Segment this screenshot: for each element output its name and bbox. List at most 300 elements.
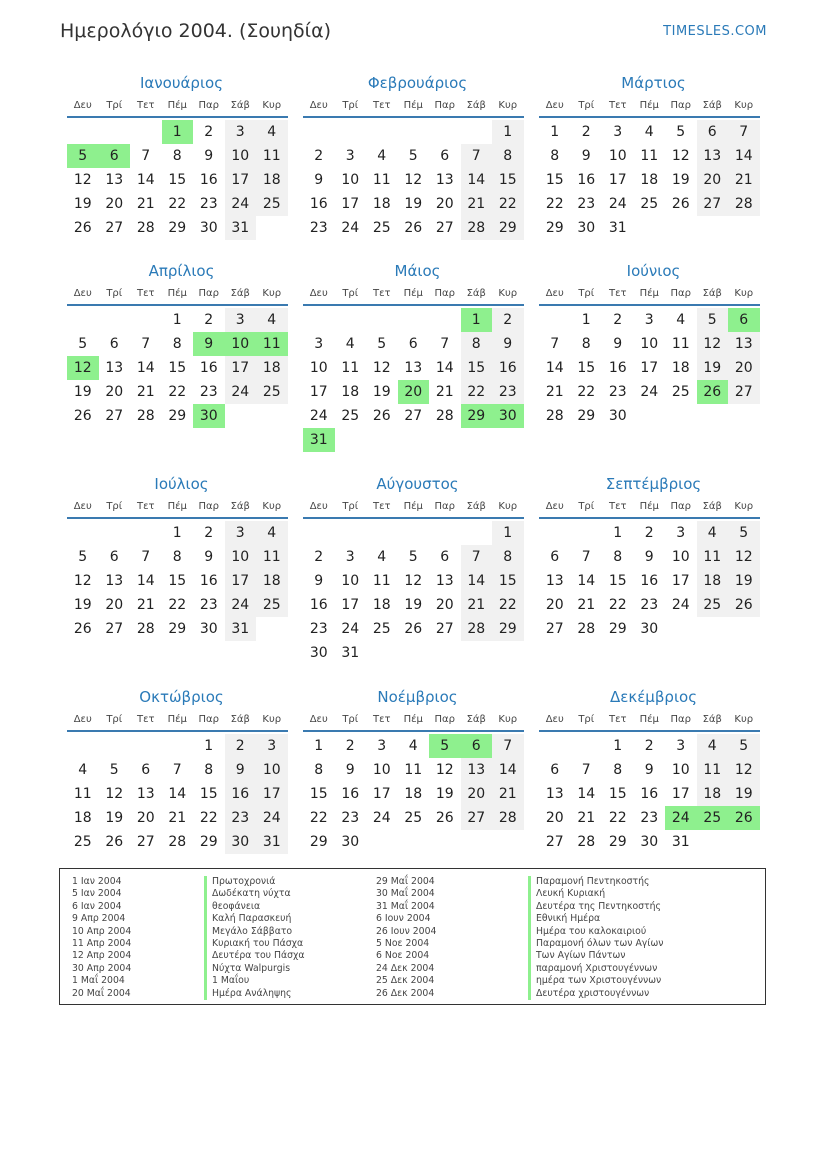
day-cell: 26 [372,408,391,424]
day-cell: 8 [550,148,560,164]
day-cell: 24 [225,593,257,617]
day-cell: 23 [309,220,328,236]
day-empty [398,521,430,545]
weekday-header [303,287,524,306]
day-cell: 15 [608,786,627,802]
day-cell: 30 [199,220,218,236]
month-name: Ιούλιος [154,475,209,493]
page-title: Ημερολόγιο 2004. (Σουηδία) [60,20,332,42]
day-cell: 19 [73,384,92,400]
day-cell: 29 [492,216,524,240]
day-cell: 15 [608,573,627,589]
day-cell: 28 [136,220,155,236]
day-cell: 29 [168,621,187,637]
legend-date: 1 Μαΐ 2004 [72,975,125,987]
day-cell: 2 [581,124,591,140]
holiday-legend [59,868,766,1005]
day-cell: 17 [341,196,360,212]
day-cell: 8 [613,762,623,778]
legend-holiday-name: Δωδέκατη νύχτα [204,888,305,900]
day-cell: 17 [256,782,288,806]
day-cell: 10 [671,549,690,565]
day-cell: 19 [105,810,124,826]
day-cell: 16 [199,172,218,188]
day-cell: 23 [640,597,659,613]
day-cell: 12 [728,545,760,569]
day-cell: 24 [341,220,360,236]
legend-holiday-name: Μεγάλο Σάββατο [204,926,305,938]
day-cell: 5 [697,308,729,332]
weekday-header [67,500,288,519]
day-cell: 27 [461,806,493,830]
day-cell: 14 [461,569,493,593]
month-name: Οκτώβριος [139,688,224,706]
day-cell: 13 [545,786,564,802]
day-cell: 10 [640,336,659,352]
weekday-label: Τρί [342,100,359,111]
weekday-header [67,713,288,732]
weekday-label: Τετ [608,288,627,299]
day-cell: 7 [440,336,450,352]
day-cell: 2 [204,312,214,328]
day-cell: 4 [676,312,686,328]
day-empty [398,120,430,144]
legend-date: 31 Μαΐ 2004 [376,900,435,912]
day-cell: 11 [256,332,288,356]
day-empty [366,308,398,332]
legend-date: 11 Απρ 2004 [72,937,132,949]
day-cell: 15 [545,172,564,188]
day-cell: 20 [435,597,454,613]
day-grid [539,521,760,641]
day-cell: 11 [341,360,360,376]
day-cell: 25 [256,192,288,216]
day-empty [539,521,571,545]
weekday-header [303,500,524,519]
month-calendar [303,261,524,452]
weekday-label: Κυρ [734,714,754,725]
weekday-label: Τετ [608,501,627,512]
day-empty [429,521,461,545]
day-cell: 16 [199,360,218,376]
day-cell: 26 [73,220,92,236]
day-cell: 11 [671,336,690,352]
day-cell: 5 [728,734,760,758]
day-cell: 3 [644,312,654,328]
day-cell: 18 [372,597,391,613]
day-empty [539,734,571,758]
day-cell: 22 [608,597,627,613]
weekday-label: Τρί [106,100,123,111]
day-empty [67,521,99,545]
day-cell: 22 [545,196,564,212]
day-cell: 26 [697,380,729,404]
day-cell: 18 [671,360,690,376]
day-cell: 12 [404,573,423,589]
weekday-label: Κυρ [498,288,518,299]
month-name: Νοέμβριος [377,688,458,706]
day-cell: 21 [728,168,760,192]
day-cell: 27 [435,220,454,236]
day-cell: 31 [671,834,690,850]
day-cell: 15 [168,360,187,376]
day-cell: 3 [676,738,686,754]
weekday-header [539,287,760,306]
day-cell: 22 [492,593,524,617]
weekday-label: Δευ [309,288,328,299]
day-cell: 9 [613,336,623,352]
day-cell: 7 [141,549,151,565]
day-cell: 24 [225,380,257,404]
day-cell: 2 [225,734,257,758]
month-calendar [303,474,524,665]
site-link[interactable]: TIMESLES.COM [663,24,767,39]
day-cell: 9 [204,148,214,164]
day-cell: 14 [136,360,155,376]
day-cell: 5 [109,762,119,778]
day-cell: 25 [341,408,360,424]
weekday-label: Τετ [136,501,155,512]
weekday-header [67,99,288,118]
day-cell: 5 [429,734,461,758]
weekday-label: Τετ [372,288,391,299]
weekday-label: Τετ [372,100,391,111]
legend-dates [72,876,131,1000]
day-cell: 6 [408,336,418,352]
day-cell: 27 [545,621,564,637]
day-cell: 28 [728,192,760,216]
day-cell: 29 [545,220,564,236]
day-cell: 29 [168,220,187,236]
day-cell: 21 [545,384,564,400]
month-name: Φεβρουάριος [367,74,468,92]
day-cell: 5 [78,549,88,565]
legend-holiday-name: Ημέρα του καλοκαιριού [528,926,663,938]
day-cell: 26 [105,834,124,850]
day-cell: 25 [640,196,659,212]
day-grid [67,734,288,854]
day-cell: 21 [492,782,524,806]
day-cell: 9 [314,172,324,188]
day-cell: 24 [309,408,328,424]
month-calendar [67,474,288,641]
day-grid [539,308,760,428]
weekday-label: Κυρ [734,288,754,299]
day-empty [130,521,162,545]
day-cell: 10 [341,573,360,589]
day-empty [303,120,335,144]
day-cell: 8 [461,332,493,356]
weekday-header [539,500,760,519]
day-cell: 15 [577,360,596,376]
weekday-label: Πέμ [639,100,659,111]
day-cell: 31 [608,220,627,236]
day-cell: 24 [372,810,391,826]
day-cell: 24 [256,806,288,830]
weekday-label: Πέμ [639,501,659,512]
legend-date: 30 Μαΐ 2004 [376,888,435,900]
day-cell: 11 [73,786,92,802]
day-cell: 23 [577,196,596,212]
day-grid [303,308,524,452]
month-name: Μάρτιος [621,74,686,92]
month-name: Δεκέμβριος [609,688,697,706]
day-cell: 17 [225,356,257,380]
day-cell: 11 [256,144,288,168]
weekday-label: Κυρ [262,100,282,111]
day-cell: 21 [136,196,155,212]
day-cell: 20 [461,782,493,806]
weekday-label: Κυρ [498,501,518,512]
legend-date: 1 Ιαν 2004 [72,876,122,887]
day-cell: 31 [225,617,257,641]
legend-holiday-name: Παραμονή όλων των Αγίων [528,938,663,950]
day-cell: 12 [73,172,92,188]
day-cell: 18 [640,172,659,188]
day-cell: 30 [608,408,627,424]
day-cell: 19 [697,356,729,380]
weekday-label: Παρ [670,100,691,111]
day-cell: 27 [697,192,729,216]
legend-holiday-name: Εθνική Ημέρα [528,913,663,925]
weekday-label: Κυρ [262,714,282,725]
legend-date: 6 Νοε 2004 [376,950,430,962]
day-cell: 3 [314,336,324,352]
weekday-label: Σάβ [466,100,486,111]
legend-holiday-name: παραμονή Χριστουγέννων [528,963,663,975]
day-cell: 25 [372,621,391,637]
day-cell: 26 [671,196,690,212]
day-cell: 21 [461,192,493,216]
day-cell: 25 [73,834,92,850]
day-cell: 1 [492,521,524,545]
day-cell: 15 [492,168,524,192]
day-cell: 10 [671,762,690,778]
weekday-label: Δευ [309,714,328,725]
day-cell: 22 [168,384,187,400]
day-cell: 30 [341,834,360,850]
day-cell: 1 [581,312,591,328]
legend-date: 26 Δεκ 2004 [376,987,435,999]
weekday-label: Πέμ [403,100,423,111]
day-cell: 28 [136,621,155,637]
day-cell: 6 [99,144,131,168]
day-grid [303,120,524,240]
month-name: Απρίλιος [148,262,215,280]
weekday-header [303,99,524,118]
day-cell: 28 [577,834,596,850]
day-cell: 26 [73,408,92,424]
weekday-label: Παρ [198,288,219,299]
weekday-label: Πέμ [639,288,659,299]
day-cell: 25 [697,806,729,830]
day-cell: 26 [404,220,423,236]
day-cell: 21 [435,384,454,400]
weekday-label: Σάβ [466,714,486,725]
day-cell: 22 [577,384,596,400]
day-cell: 16 [577,172,596,188]
day-cell: 13 [435,172,454,188]
day-grid [67,308,288,428]
weekday-label: Πέμ [403,714,423,725]
day-cell: 18 [73,810,92,826]
day-empty [366,521,398,545]
day-cell: 2 [492,308,524,332]
day-cell: 9 [314,573,324,589]
weekday-label: Κυρ [734,501,754,512]
weekday-label: Πέμ [167,714,187,725]
weekday-label: Κυρ [262,501,282,512]
day-cell: 23 [341,810,360,826]
day-cell: 23 [199,384,218,400]
day-cell: 4 [256,308,288,332]
weekday-label: Τετ [608,714,627,725]
legend-holiday-name: Καλή Παρασκευή [204,913,305,925]
day-cell: 30 [193,404,225,428]
weekday-label: Παρ [434,501,455,512]
weekday-label: Σάβ [466,288,486,299]
day-cell: 8 [172,549,182,565]
day-cell: 5 [728,521,760,545]
day-cell: 16 [199,573,218,589]
weekday-label: Τετ [136,714,155,725]
day-cell: 3 [345,148,355,164]
month-calendar [539,687,760,854]
legend-date: 5 Νοε 2004 [376,937,430,949]
day-cell: 19 [404,597,423,613]
day-cell: 31 [303,428,335,452]
day-cell: 18 [697,569,729,593]
day-cell: 15 [168,573,187,589]
day-cell: 27 [105,621,124,637]
day-empty [335,308,367,332]
day-cell: 24 [665,806,697,830]
weekday-label: Τετ [136,100,155,111]
weekday-label: Σάβ [230,501,250,512]
day-empty [366,120,398,144]
day-cell: 27 [545,834,564,850]
day-cell: 15 [168,172,187,188]
day-cell: 20 [697,168,729,192]
day-cell: 9 [644,549,654,565]
day-cell: 11 [697,545,729,569]
weekday-label: Δευ [73,100,92,111]
day-cell: 23 [225,806,257,830]
day-empty [539,308,571,332]
weekday-label: Τρί [106,501,123,512]
day-cell: 7 [492,734,524,758]
weekday-label: Τρί [578,501,595,512]
day-empty [67,120,99,144]
day-cell: 20 [136,810,155,826]
legend-holiday-name: Ημέρα Ανάληψης [204,988,305,1000]
day-cell: 10 [225,144,257,168]
legend-holiday-name: Πρωτοχρονιά [204,876,305,888]
day-cell: 1 [172,312,182,328]
day-cell: 20 [435,196,454,212]
day-cell: 11 [640,148,659,164]
legend-dates [376,876,436,1000]
day-cell: 21 [461,593,493,617]
day-cell: 3 [377,738,387,754]
day-cell: 22 [461,380,493,404]
weekday-label: Δευ [545,501,564,512]
day-empty [130,734,162,758]
weekday-label: Πέμ [639,714,659,725]
day-cell: 4 [345,336,355,352]
day-cell: 8 [492,144,524,168]
day-cell: 28 [545,408,564,424]
day-empty [571,734,603,758]
day-cell: 7 [581,549,591,565]
day-cell: 20 [545,810,564,826]
day-empty [162,734,194,758]
day-cell: 4 [78,762,88,778]
day-cell: 20 [545,597,564,613]
day-cell: 14 [168,786,187,802]
day-cell: 10 [225,332,257,356]
day-cell: 7 [461,545,493,569]
weekday-label: Δευ [545,100,564,111]
weekday-label: Τετ [136,288,155,299]
day-cell: 6 [728,308,760,332]
day-empty [99,120,131,144]
legend-date: 26 Ιουν 2004 [376,925,437,937]
day-cell: 10 [372,762,391,778]
day-cell: 17 [608,172,627,188]
weekday-label: Τρί [342,714,359,725]
day-cell: 20 [398,380,430,404]
day-cell: 26 [73,621,92,637]
legend-date: 12 Απρ 2004 [72,950,132,962]
day-cell: 6 [550,762,560,778]
day-cell: 19 [73,196,92,212]
weekday-label: Τετ [372,501,391,512]
day-cell: 12 [435,762,454,778]
day-cell: 23 [492,380,524,404]
day-cell: 4 [644,124,654,140]
weekday-label: Κυρ [498,100,518,111]
weekday-label: Σάβ [702,288,722,299]
month-name: Μάιος [394,262,441,280]
day-cell: 17 [671,573,690,589]
day-cell: 15 [309,786,328,802]
day-cell: 23 [309,621,328,637]
day-cell: 16 [309,597,328,613]
weekday-label: Σάβ [230,100,250,111]
day-cell: 27 [728,380,760,404]
legend-holiday-name: Δευτέρα χριστουγέννων [528,988,663,1000]
month-calendar [67,73,288,240]
day-cell: 7 [461,144,493,168]
month-calendar [539,261,760,428]
day-cell: 28 [461,617,493,641]
day-cell: 27 [105,408,124,424]
day-cell: 30 [199,621,218,637]
day-cell: 18 [256,168,288,192]
day-cell: 27 [136,834,155,850]
weekday-header [303,713,524,732]
day-cell: 1 [550,124,560,140]
weekday-label: Πέμ [403,501,423,512]
weekday-label: Σάβ [702,100,722,111]
day-cell: 14 [492,758,524,782]
weekday-label: Τρί [578,714,595,725]
day-cell: 18 [404,786,423,802]
day-cell: 13 [404,360,423,376]
weekday-label: Σάβ [230,288,250,299]
weekday-label: Πέμ [167,288,187,299]
